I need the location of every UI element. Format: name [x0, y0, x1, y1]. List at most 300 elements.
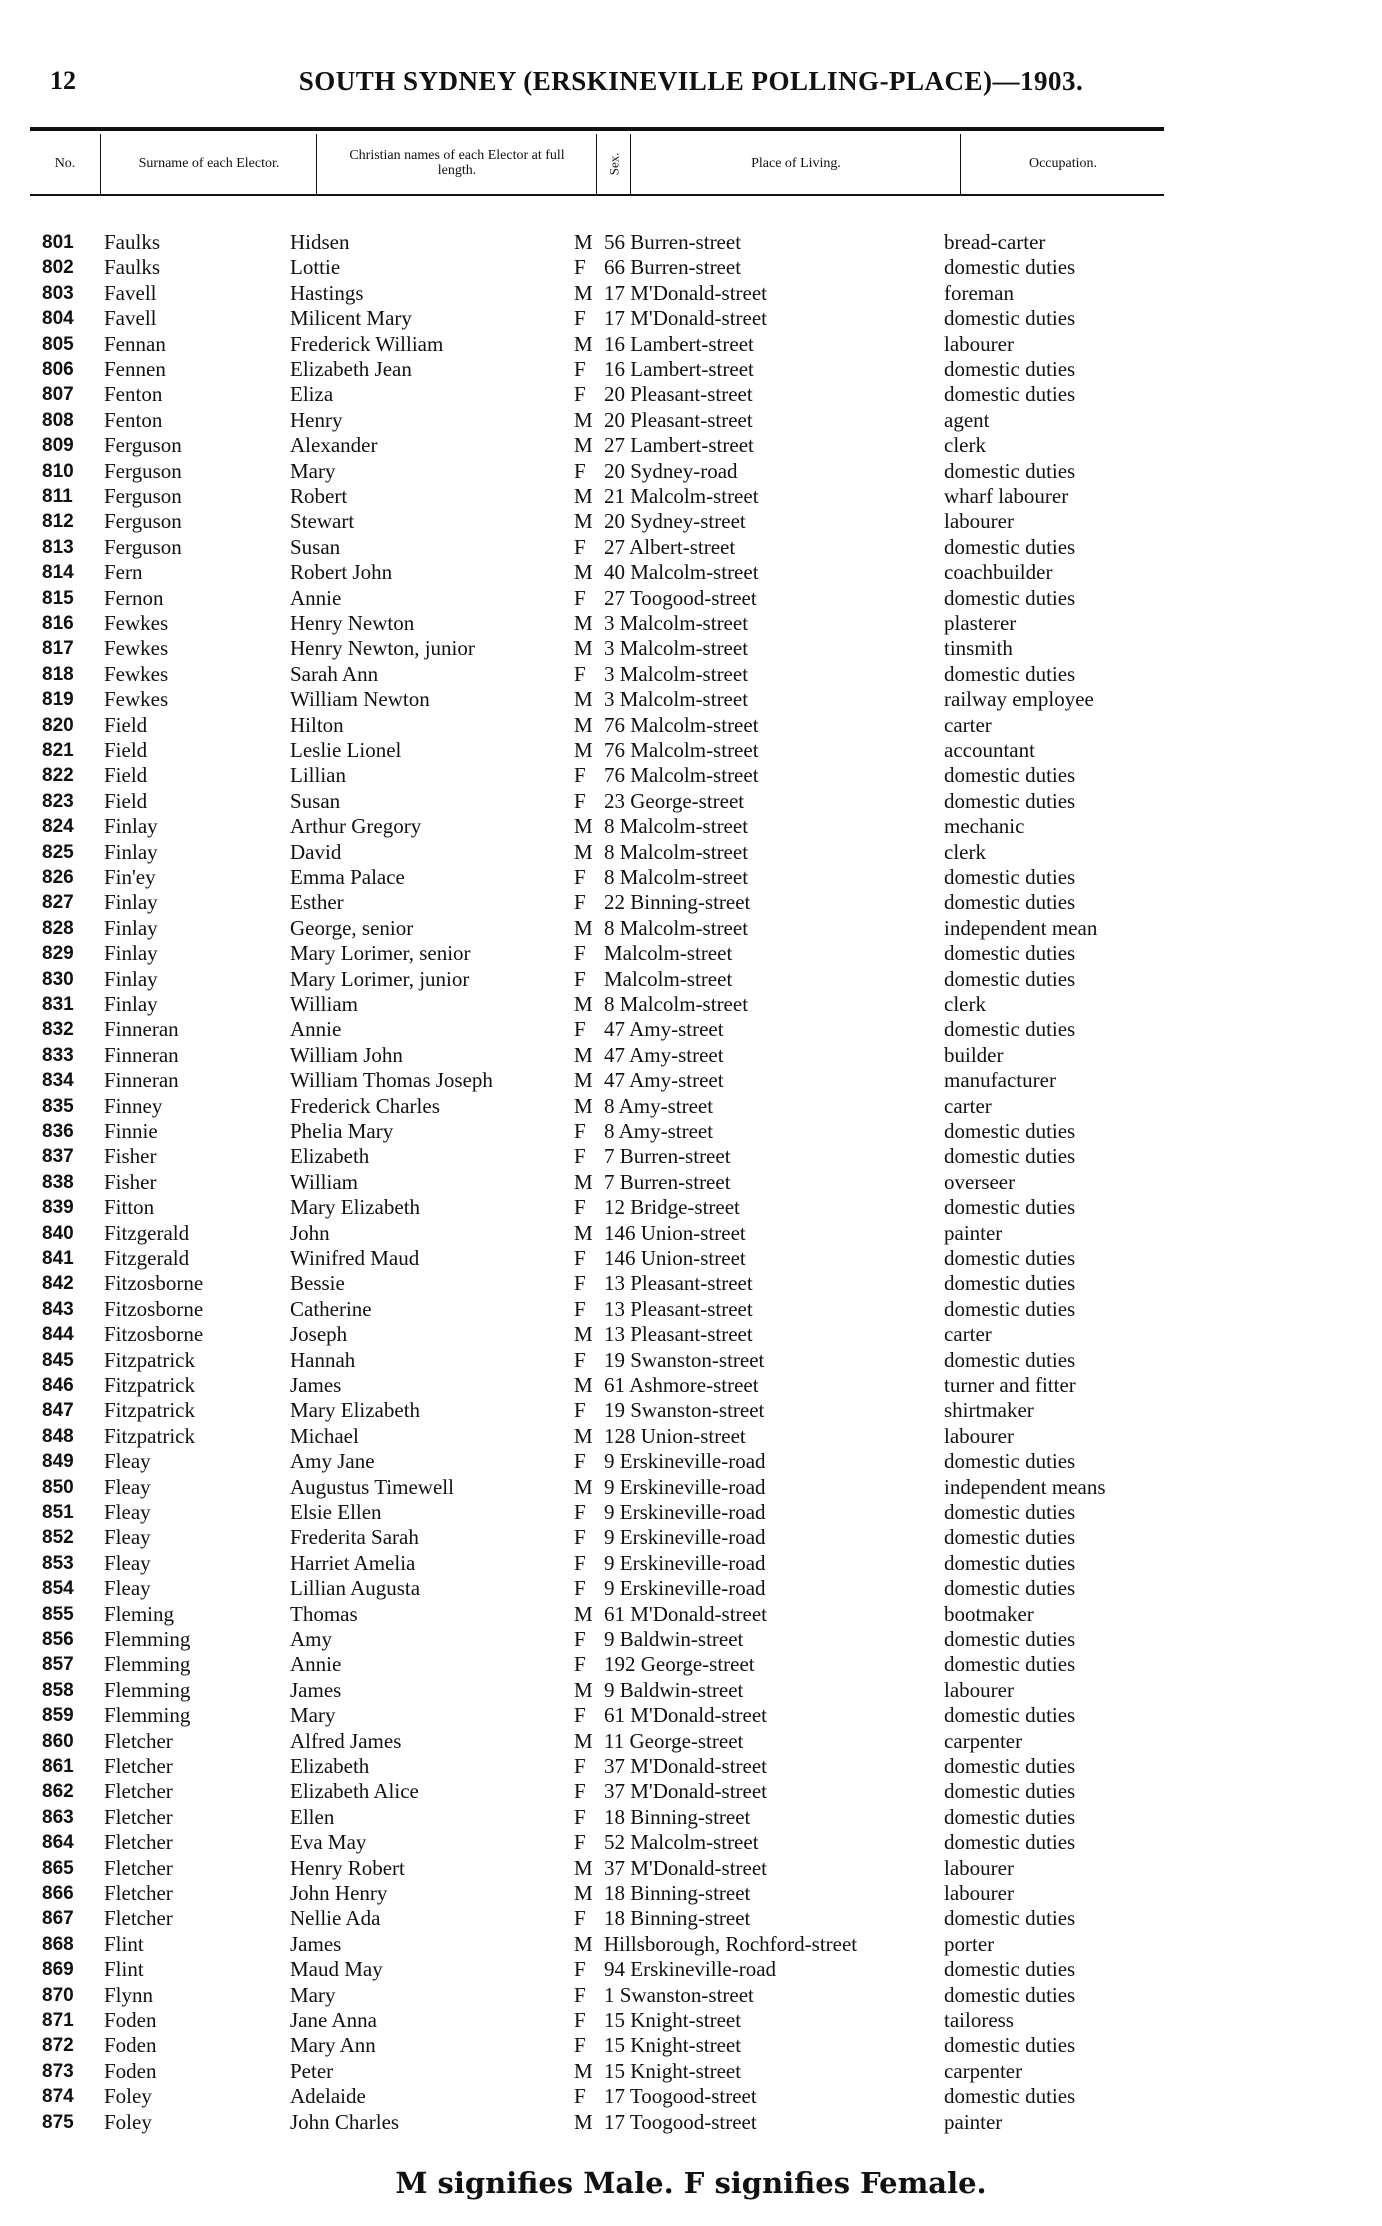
elector-sex: F [574, 382, 586, 407]
table-row [0, 332, 1382, 357]
elector-sex: M [574, 687, 593, 712]
elector-surname: Fewkes [104, 687, 169, 712]
elector-christian-names: Hannah [290, 1347, 356, 1372]
elector-number: 873 [42, 2060, 74, 2082]
elector-place-of-living: 61 M'Donald-street [604, 1703, 767, 1728]
elector-place-of-living: 47 Amy-street [604, 1017, 724, 1042]
elector-place-of-living: 9 Erskineville-road [604, 1525, 766, 1550]
table-row [0, 1500, 1382, 1525]
elector-sex: F [574, 1982, 586, 2007]
sex-legend: M signifies Male. F signifies Female. [395, 2166, 987, 2200]
table-row [0, 1195, 1382, 1220]
elector-place-of-living: 20 Sydney-street [604, 509, 746, 534]
table-row [0, 509, 1382, 534]
elector-occupation: domestic duties [944, 585, 1076, 610]
elector-number: 865 [42, 1857, 74, 1879]
elector-surname: Favell [104, 306, 157, 331]
elector-occupation: domestic duties [944, 1576, 1076, 1601]
elector-christian-names: Frederick Charles [290, 1093, 440, 1118]
table-row [0, 2110, 1382, 2135]
elector-number: 821 [42, 740, 74, 761]
elector-number: 839 [42, 1197, 74, 1219]
table-row [0, 586, 1382, 611]
elector-surname: Fitzosborne [104, 1322, 204, 1347]
elector-number: 845 [42, 1349, 74, 1371]
elector-surname: Fletcher [104, 1804, 173, 1829]
elector-place-of-living: 15 Knight-street [604, 2058, 742, 2083]
elector-christian-names: William John [290, 1042, 403, 1067]
elector-sex: M [574, 611, 593, 635]
elector-occupation: domestic duties [944, 1525, 1076, 1550]
table-row [0, 2033, 1382, 2058]
elector-sex: F [574, 1500, 586, 1524]
elector-occupation: domestic duties [944, 534, 1076, 559]
elector-sex: F [574, 763, 586, 788]
table-row [0, 992, 1382, 1017]
elector-surname: Foden [104, 2008, 157, 2032]
elector-sex: F [574, 1550, 586, 1575]
elector-sex: F [574, 1957, 586, 1982]
elector-place-of-living: Malcolm-street [604, 966, 733, 991]
elector-surname: Fletcher [104, 1855, 173, 1880]
elector-christian-names: Eliza [290, 382, 334, 407]
elector-number: 826 [42, 867, 74, 888]
elector-number: 848 [42, 1425, 74, 1447]
elector-place-of-living: 37 M'Donald-street [604, 1855, 767, 1880]
elector-christian-names: Mary [290, 1982, 336, 2007]
elector-place-of-living: 27 Lambert-street [604, 433, 754, 458]
elector-occupation: domestic duties [944, 306, 1076, 331]
table-row [0, 890, 1382, 915]
elector-number: 844 [42, 1324, 74, 1346]
elector-sex: F [574, 1449, 586, 1474]
elector-christian-names: Harriet Amelia [290, 1550, 416, 1575]
elector-place-of-living: 19 Swanston-street [604, 1347, 765, 1372]
elector-sex: M [574, 712, 593, 737]
table-row [0, 255, 1382, 280]
elector-sex: M [574, 1068, 593, 1093]
elector-occupation: domestic duties [944, 1703, 1076, 1728]
elector-christian-names: William [290, 1169, 358, 1194]
elector-occupation: carter [944, 1093, 992, 1118]
elector-place-of-living: 8 Amy-street [604, 1119, 714, 1143]
elector-christian-names: Frederita Sarah [290, 1525, 419, 1550]
table-row [0, 1246, 1382, 1271]
elector-surname: Fitzosborne [104, 1296, 204, 1321]
elector-christian-names: Elizabeth Jean [290, 357, 412, 381]
elector-sex: M [574, 1728, 593, 1753]
elector-number: 833 [42, 1044, 74, 1066]
elector-sex: M [574, 839, 593, 864]
table-row [0, 560, 1382, 585]
table-row [0, 459, 1382, 484]
elector-number: 835 [42, 1095, 74, 1117]
elector-surname: Fitzpatrick [104, 1398, 195, 1423]
elector-sex: F [574, 865, 586, 889]
elector-number: 802 [42, 257, 74, 279]
elector-christian-names: Mary Elizabeth [290, 1195, 421, 1220]
elector-sex: M [574, 1474, 593, 1499]
elector-number: 875 [42, 2111, 74, 2133]
elector-surname: Field [104, 763, 148, 788]
elector-number: 863 [42, 1806, 74, 1828]
header-divider [100, 134, 101, 194]
elector-place-of-living: 23 George-street [604, 788, 745, 813]
elector-surname: Flemming [104, 1652, 191, 1677]
elector-christian-names: Mary Ann [290, 2033, 376, 2058]
elector-sex: F [574, 1576, 586, 1601]
table-row [0, 1043, 1382, 1068]
elector-number: 853 [42, 1552, 74, 1574]
elector-surname: Fitzgerald [104, 1246, 190, 1270]
elector-sex: M [574, 1855, 593, 1880]
elector-surname: Finlay [104, 814, 158, 839]
elector-occupation: porter [944, 1931, 995, 1956]
elector-occupation: painter [944, 1220, 1003, 1245]
elector-occupation: domestic duties [944, 763, 1076, 788]
table-row [0, 1170, 1382, 1195]
elector-place-of-living: 18 Binning-street [604, 1906, 751, 1931]
elector-christian-names: Stewart [290, 509, 355, 534]
elector-sex: M [574, 915, 593, 940]
elector-place-of-living: 40 Malcolm-street [604, 560, 759, 585]
elector-christian-names: Henry Newton, junior [290, 636, 475, 661]
elector-occupation: domestic duties [944, 2033, 1076, 2058]
elector-surname: Fewkes [104, 661, 169, 686]
elector-surname: Flynn [104, 1982, 154, 2007]
elector-sex: F [574, 1830, 586, 1855]
elector-occupation: railway employee [944, 687, 1094, 712]
elector-surname: Flemming [104, 1627, 191, 1651]
elector-surname: Faulks [104, 230, 161, 254]
elector-christian-names: Augustus Timewell [290, 1474, 454, 1499]
table-row [0, 1424, 1382, 1449]
elector-occupation: wharf labourer [944, 484, 1069, 508]
elector-place-of-living: 3 Malcolm-street [604, 611, 749, 635]
elector-number: 860 [42, 1730, 74, 1752]
elector-surname: Finlay [104, 966, 158, 991]
elector-surname: Fitzgerald [104, 1220, 190, 1245]
elector-sex: F [574, 458, 586, 483]
elector-number: 871 [42, 2010, 74, 2031]
elector-place-of-living: 20 Sydney-road [604, 458, 738, 483]
table-row [0, 281, 1382, 306]
table-row [0, 1398, 1382, 1423]
elector-occupation: domestic duties [944, 1779, 1076, 1804]
table-row [0, 967, 1382, 992]
elector-occupation: carpenter [944, 2058, 1023, 2083]
elector-place-of-living: 52 Malcolm-street [604, 1830, 759, 1855]
elector-surname: Fennan [104, 331, 166, 356]
elector-christian-names: Amy Jane [290, 1449, 375, 1474]
elector-number: 830 [42, 968, 74, 990]
elector-place-of-living: 61 Ashmore-street [604, 1373, 759, 1397]
elector-occupation: mechanic [944, 814, 1025, 839]
elector-occupation: clerk [944, 433, 986, 458]
table-row [0, 1703, 1382, 1728]
elector-number: 857 [42, 1654, 74, 1676]
elector-sex: F [574, 2033, 586, 2058]
elector-christian-names: Catherine [290, 1296, 372, 1321]
elector-surname: Fletcher [104, 1881, 173, 1905]
elector-number: 831 [42, 994, 74, 1015]
elector-occupation: domestic duties [944, 1119, 1076, 1143]
header-divider [630, 134, 631, 194]
table-row [0, 1373, 1382, 1398]
elector-number: 872 [42, 2035, 74, 2057]
elector-christian-names: Joseph [290, 1322, 348, 1347]
table-row [0, 1830, 1382, 1855]
table-row [0, 484, 1382, 509]
table-row [0, 1525, 1382, 1550]
table-row [0, 1983, 1382, 2008]
elector-place-of-living: 76 Malcolm-street [604, 763, 759, 788]
elector-place-of-living: 12 Bridge-street [604, 1195, 740, 1220]
elector-christian-names: Winifred Maud [290, 1246, 420, 1270]
elector-surname: Finlay [104, 890, 158, 915]
elector-place-of-living: 146 Union-street [604, 1246, 746, 1270]
elector-surname: Ferguson [104, 534, 182, 559]
elector-occupation: domestic duties [944, 966, 1076, 991]
elector-sex: F [574, 661, 586, 686]
elector-sex: M [574, 484, 593, 508]
table-row [0, 1957, 1382, 1982]
table-row [0, 713, 1382, 738]
table-row [0, 535, 1382, 560]
elector-occupation: domestic duties [944, 458, 1076, 483]
elector-place-of-living: 15 Knight-street [604, 2033, 742, 2058]
elector-surname: Finlay [104, 941, 158, 966]
elector-occupation: domestic duties [944, 2084, 1076, 2109]
elector-place-of-living: 37 M'Donald-street [604, 1779, 767, 1804]
elector-christian-names: Sarah Ann [290, 661, 379, 686]
elector-christian-names: Phelia Mary [290, 1119, 394, 1143]
elector-place-of-living: 9 Erskineville-road [604, 1449, 766, 1474]
table-row [0, 1576, 1382, 1601]
elector-sex: M [574, 1601, 593, 1626]
elector-place-of-living: 3 Malcolm-street [604, 661, 749, 686]
elector-surname: Fleming [104, 1601, 175, 1626]
elector-christian-names: Mary Elizabeth [290, 1398, 421, 1423]
elector-christian-names: James [290, 1373, 342, 1397]
elector-place-of-living: 27 Toogood-street [604, 585, 757, 610]
elector-occupation: coachbuilder [944, 560, 1053, 585]
elector-number: 843 [42, 1298, 74, 1320]
elector-christian-names: Robert John [290, 560, 393, 585]
elector-occupation: domestic duties [944, 1246, 1076, 1270]
elector-number: 823 [42, 790, 74, 812]
elector-occupation: domestic duties [944, 1144, 1076, 1169]
elector-place-of-living: 37 M'Donald-street [604, 1754, 767, 1778]
elector-christian-names: Hastings [290, 280, 364, 305]
elector-number: 850 [42, 1476, 74, 1498]
elector-surname: Fewkes [104, 611, 169, 635]
elector-place-of-living: 1 Swanston-street [604, 1982, 754, 2007]
table-row [0, 1017, 1382, 1042]
elector-occupation: domestic duties [944, 255, 1076, 280]
elector-occupation: domestic duties [944, 1804, 1076, 1829]
elector-christian-names: Annie [290, 1017, 342, 1042]
table-row [0, 789, 1382, 814]
table-row [0, 1271, 1382, 1296]
elector-surname: Fin'ey [104, 865, 156, 889]
elector-number: 859 [42, 1705, 74, 1727]
elector-number: 810 [42, 460, 74, 482]
elector-sex: F [574, 1017, 586, 1042]
elector-surname: Foley [104, 2084, 152, 2109]
table-row [0, 865, 1382, 890]
elector-place-of-living: 76 Malcolm-street [604, 712, 759, 737]
elector-occupation: foreman [944, 280, 1014, 305]
elector-surname: Fleay [104, 1500, 151, 1524]
elector-place-of-living: 20 Pleasant-street [604, 407, 753, 432]
elector-sex: M [574, 738, 593, 762]
elector-sex: M [574, 509, 593, 534]
table-row [0, 763, 1382, 788]
elector-place-of-living: 47 Amy-street [604, 1068, 724, 1093]
elector-place-of-living: 18 Binning-street [604, 1881, 751, 1905]
elector-surname: Fenton [104, 407, 163, 432]
elector-occupation: domestic duties [944, 1449, 1076, 1474]
elector-surname: Fleay [104, 1474, 151, 1499]
elector-sex: F [574, 1754, 586, 1778]
elector-surname: Fleay [104, 1525, 151, 1550]
elector-christian-names: Henry Robert [290, 1855, 405, 1880]
elector-christian-names: Ellen [290, 1804, 335, 1829]
elector-occupation: domestic duties [944, 1550, 1076, 1575]
elector-place-of-living: 17 M'Donald-street [604, 280, 767, 305]
elector-surname: Finnie [104, 1119, 158, 1143]
elector-christian-names: Mary Lorimer, senior [290, 941, 471, 966]
table-row [0, 1449, 1382, 1474]
elector-surname: Fleay [104, 1550, 151, 1575]
elector-number: 834 [42, 1070, 74, 1092]
table-row [0, 738, 1382, 763]
elector-surname: Foley [104, 2109, 152, 2134]
elector-place-of-living: 9 Erskineville-road [604, 1500, 766, 1524]
elector-sex: M [574, 433, 593, 458]
elector-surname: Fletcher [104, 1779, 173, 1804]
elector-christian-names: Nellie Ada [290, 1906, 381, 1931]
elector-number: 804 [42, 308, 74, 330]
elector-occupation: clerk [944, 992, 986, 1016]
elector-number: 807 [42, 384, 74, 406]
elector-occupation: bread-carter [944, 230, 1046, 254]
elector-occupation: carter [944, 1322, 992, 1347]
elector-occupation: domestic duties [944, 1982, 1076, 2007]
table-row [0, 1094, 1382, 1119]
elector-sex: M [574, 560, 593, 585]
table-row [0, 1322, 1382, 1347]
elector-number: 827 [42, 892, 74, 914]
elector-surname: Flint [104, 1957, 144, 1982]
elector-christian-names: Bessie [290, 1271, 345, 1296]
table-row [0, 306, 1382, 331]
elector-place-of-living: 56 Burren-street [604, 230, 742, 254]
elector-place-of-living: 146 Union-street [604, 1220, 746, 1245]
elector-sex: M [574, 636, 593, 661]
elector-sex: F [574, 1525, 586, 1550]
elector-place-of-living: Malcolm-street [604, 941, 733, 966]
table-row [0, 916, 1382, 941]
elector-occupation: independent means [944, 1474, 1106, 1499]
elector-surname: Foden [104, 2033, 157, 2058]
elector-sex: M [574, 992, 593, 1016]
elector-place-of-living: 11 George-street [604, 1728, 744, 1753]
elector-christian-names: William [290, 992, 358, 1016]
elector-place-of-living: 3 Malcolm-street [604, 687, 749, 712]
table-header [30, 134, 1164, 196]
elector-surname: Foden [104, 2058, 157, 2083]
header-sex-label: Sex. [606, 152, 622, 176]
elector-christian-names: James [290, 1931, 342, 1956]
elector-occupation: turner and fitter [944, 1373, 1076, 1397]
elector-place-of-living: 13 Pleasant-street [604, 1271, 753, 1296]
elector-sex: F [574, 966, 586, 991]
elector-number: 812 [42, 511, 74, 533]
elector-sex: F [574, 1906, 586, 1931]
elector-place-of-living: Hillsborough, Rochford-street [604, 1931, 858, 1956]
elector-place-of-living: 13 Pleasant-street [604, 1296, 753, 1321]
elector-occupation: carpenter [944, 1728, 1023, 1753]
header-place-of-living: Place of Living. [751, 155, 841, 171]
elector-occupation: accountant [944, 738, 1035, 762]
elector-christian-names: Milicent Mary [290, 306, 412, 331]
elector-christian-names: Amy [290, 1627, 332, 1651]
elector-christian-names: Thomas [290, 1601, 358, 1626]
table-row [0, 1932, 1382, 1957]
elector-surname: Ferguson [104, 484, 182, 508]
elector-surname: Fitton [104, 1195, 155, 1220]
elector-surname: Flemming [104, 1703, 191, 1728]
elector-occupation: domestic duties [944, 1271, 1076, 1296]
elector-number: 842 [42, 1273, 74, 1295]
elector-place-of-living: 19 Swanston-street [604, 1398, 765, 1423]
elector-christian-names: Elizabeth [290, 1144, 370, 1169]
elector-sex: M [574, 2058, 593, 2083]
elector-sex: M [574, 1042, 593, 1067]
elector-christian-names: Lillian [290, 763, 346, 788]
elector-christian-names: John Charles [290, 2109, 400, 2134]
elector-surname: Finlay [104, 992, 158, 1016]
elector-number: 814 [42, 562, 74, 584]
elector-sex: F [574, 1398, 586, 1423]
elector-christian-names: Michael [290, 1423, 359, 1448]
elector-surname: Faulks [104, 255, 161, 280]
table-row [0, 611, 1382, 636]
table-row [0, 1678, 1382, 1703]
elector-occupation: agent [944, 407, 990, 432]
elector-christian-names: David [290, 839, 342, 864]
elector-occupation: domestic duties [944, 382, 1076, 407]
elector-place-of-living: 18 Binning-street [604, 1804, 751, 1829]
elector-number: 836 [42, 1121, 74, 1142]
elector-place-of-living: 17 M'Donald-street [604, 306, 767, 331]
elector-christian-names: Henry Newton [290, 611, 415, 635]
elector-number: 813 [42, 536, 74, 558]
table-row [0, 687, 1382, 712]
elector-number: 867 [42, 1908, 74, 1930]
page-title: SOUTH SYDNEY (ERSKINEVILLE POLLING-PLACE)—1903. [298, 66, 1084, 96]
elector-number: 817 [42, 638, 74, 660]
elector-place-of-living: 47 Amy-street [604, 1042, 724, 1067]
elector-number: 805 [42, 333, 74, 355]
elector-number: 803 [42, 282, 74, 304]
elector-christian-names: William Thomas Joseph [290, 1068, 493, 1093]
elector-surname: Fitzpatrick [104, 1347, 195, 1372]
elector-number: 809 [42, 435, 74, 457]
table-row [0, 408, 1382, 433]
